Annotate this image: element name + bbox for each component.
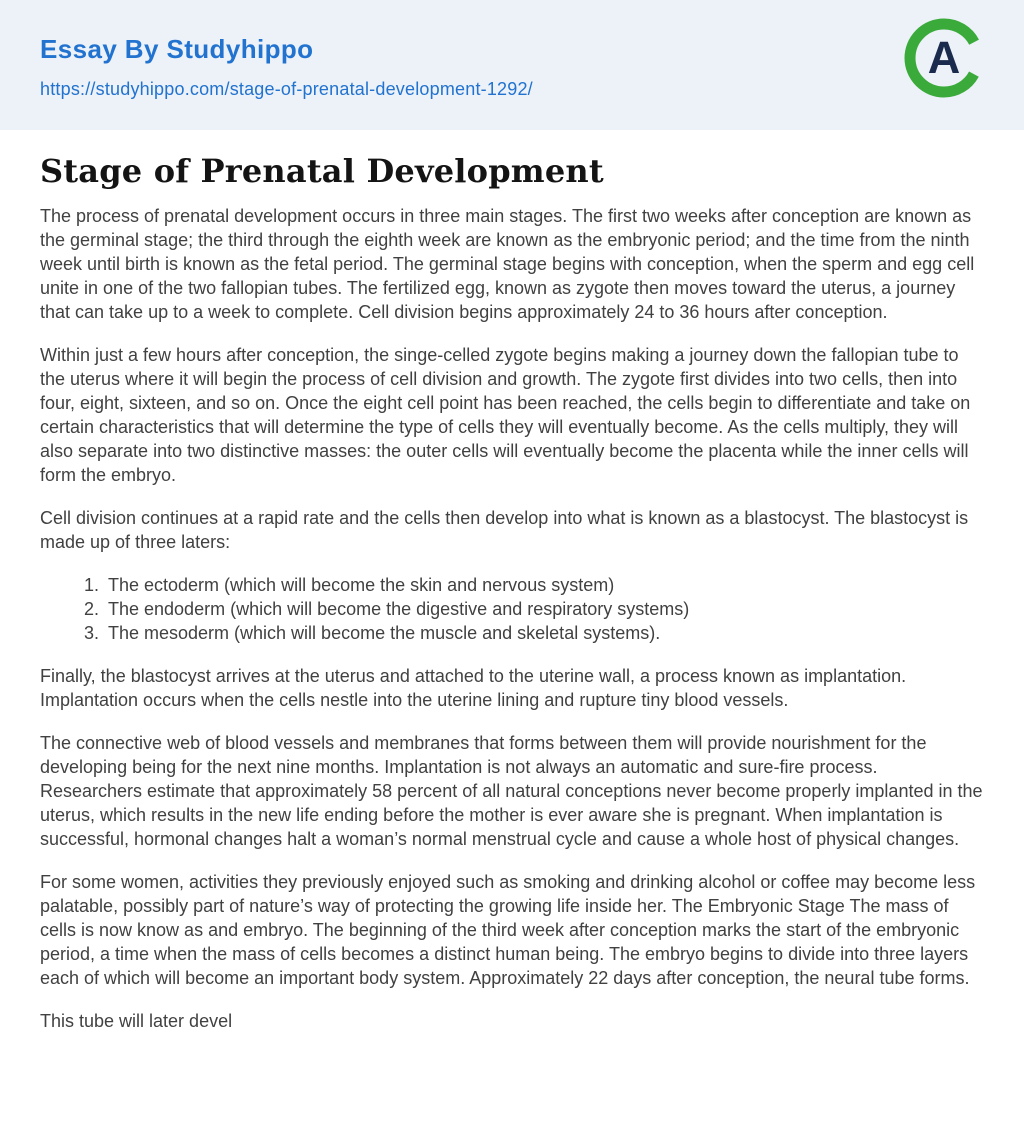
source-url-link[interactable]: https://studyhippo.com/stage-of-prenatal-development-1292/: [40, 79, 533, 99]
article: [0, 130, 1024, 1033]
paragraph-embryonic-stage: For some women, activities they previously enjoyed such as smoking and drinking alcohol or coffee may become less palatable, possibly part of nature’s way of protecting the growing life inside her. The Embryonic Stage The mass of cells is now know as and embryo. The beginning of the third week after conception marks the start of the embryonic period, a time when the mass of cells becomes a distinct human being. The embryo begins to divide into three layers each of which will become an important body system. Approximately 22 days after conception, the neural tube forms.: [40, 872, 976, 988]
list-item-mesoderm: 3. The mesoderm (which will become the muscle and skeletal systems).: [104, 621, 984, 645]
page-header: [0, 0, 1024, 130]
paragraph-truncated: This tube will later devel: [40, 1011, 233, 1031]
blastocyst-layers-list: [40, 573, 984, 645]
paragraph-cell-division: Within just a few hours after conception, the singe-celled zygote begins making a journey down the fallopian tube to the uterus where it will begin the process of cell division and growth. The zygote first divides into two cells, then into four, eight, sixteen, and so on. Once the eight cell point has been reached, the cells begin to differentiate and take on certain characteristics that will determine the type of cells they will eventually become. As the cells multiply, they will also separate into two distinctive masses: the outer cells will eventually become the placenta while the inner cells will form the embryo.: [40, 345, 971, 485]
list-item-endoderm: 2. The endoderm (which will become the digestive and respiratory systems): [104, 597, 984, 621]
paragraph-blastocyst-intro: Cell division continues at a rapid rate and the cells then develop into what is known as a blastocyst. The blastocyst is made up of three laters:: [40, 508, 969, 552]
byline: Essay By Studyhippo: [40, 34, 314, 64]
paragraph-implantation: Finally, the blastocyst arrives at the uterus and attached to the uterine wall, a process known as implantation. Implantation occurs when the cells nestle into the uterine lining and rupture tiny blood vessels.: [40, 666, 907, 710]
logo-letter: A: [927, 32, 961, 83]
header-text: [40, 34, 984, 100]
list-item-ectoderm: 1. The ectoderm (which will become the skin and nervous system): [104, 573, 984, 597]
page-title: Stage of Prenatal Development: [40, 152, 604, 190]
logo-ring-icon: [903, 17, 985, 99]
studyhippo-logo: [903, 17, 985, 99]
paragraph-germinal-stage: The process of prenatal development occurs in three main stages. The first two weeks after conception are known as the germinal stage; the third through the eighth week are known as the embryonic period; and the time from the ninth week until birth is known as the fetal period. The germinal stage begins with conception, when the sperm and egg cell unite in one of the two fallopian tubes. The fertilized egg, known as zygote then moves toward the uterus, a journey that can take up to a week to complete. Cell division begins approximately 24 to 36 hours after conception.: [40, 206, 975, 322]
paragraph-connective-web: The connective web of blood vessels and membranes that forms between them will provide nourishment for the developing being for the next nine months. Implantation is not always an automatic and sure-fire process. Researchers estimate that approximately 58 percent of all natural conceptions never become properly implanted in the uterus, which results in the new life ending before the mother is ever aware she is pregnant. When implantation is successful, hormonal changes halt a woman’s normal menstrual cycle and cause a whole host of physical changes.: [40, 733, 983, 849]
